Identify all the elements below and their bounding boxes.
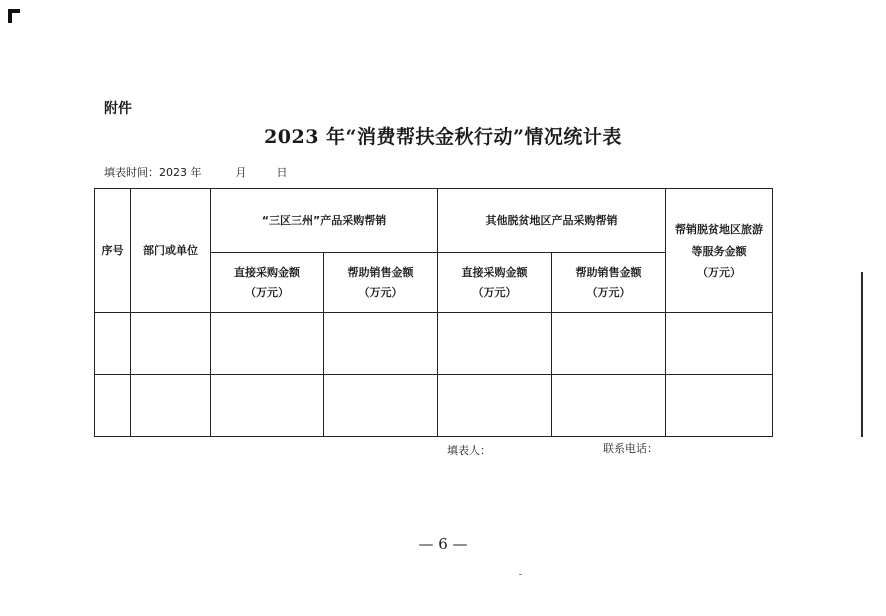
filler-label: 填表人： [447, 444, 491, 457]
table-row [95, 375, 773, 437]
table-cell [324, 375, 438, 437]
table-cell [95, 375, 131, 437]
header-help-1-label: 帮助销售金额 [347, 265, 414, 279]
header-group-other-areas: 其他脱贫地区产品采购帮销 [438, 189, 666, 253]
header-direct-1 [211, 253, 324, 313]
page-title: 2023 年“消费帮扶金秋行动”情况统计表 [264, 126, 622, 148]
header-help-2-label: 帮助销售金额 [575, 265, 642, 279]
header-row-1 [95, 189, 773, 253]
table-cell [438, 313, 552, 375]
header-direct-1-unit: （万元） [245, 285, 289, 299]
table-cell [552, 313, 666, 375]
page-number: — 6 — [418, 535, 468, 553]
table-cell [438, 375, 552, 437]
header-help-2-unit: （万元） [586, 285, 631, 299]
table-cell [211, 375, 324, 437]
table-cell [131, 313, 211, 375]
header-department: 部门或单位 [131, 189, 211, 313]
fill-time-month: 月 [235, 166, 247, 179]
phone-label: 联系电话： [603, 442, 658, 455]
header-direct-2 [438, 253, 552, 313]
table-cell [95, 313, 131, 375]
header-serial: 序号 [95, 189, 131, 313]
scan-edge-line [861, 272, 863, 437]
header-group-sanqu-sanzhou: “三区三州”产品采购帮销 [211, 189, 438, 253]
header-help-1 [324, 253, 438, 313]
table-row [95, 313, 773, 375]
table-cell [211, 313, 324, 375]
table-cell [324, 313, 438, 375]
header-help-2 [552, 253, 666, 313]
table-cell [552, 375, 666, 437]
table-cell [666, 313, 773, 375]
attachment-label: 附件 [104, 101, 132, 117]
header-direct-1-label: 直接采购金额 [234, 265, 300, 279]
header-direct-2-unit: （万元） [472, 285, 517, 299]
fill-time-label: 填表时间：2023 年 [104, 166, 202, 179]
fill-time-line [104, 164, 288, 180]
header-help-1-unit: （万元） [358, 285, 403, 299]
scan-speck [519, 574, 522, 575]
header-tourism-unit: （万元） [697, 265, 741, 279]
header-tourism [666, 189, 773, 313]
table-cell [131, 375, 211, 437]
header-tourism-label: 帮销脱贫地区旅游等服务金额 [675, 222, 763, 258]
table-cell [666, 375, 773, 437]
header-direct-2-label: 直接采购金额 [461, 265, 528, 279]
statistics-table [94, 188, 773, 437]
scan-corner-mark [8, 9, 20, 23]
fill-time-day: 日 [276, 166, 288, 179]
